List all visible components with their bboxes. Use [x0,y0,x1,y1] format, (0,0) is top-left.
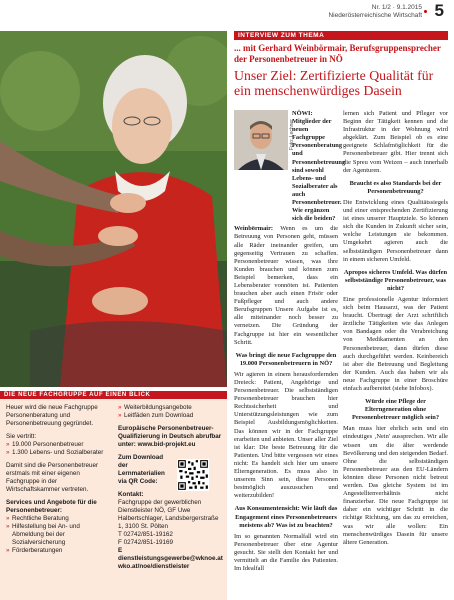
qr-code-icon[interactable] [177,459,209,491]
bullet-dot-icon [424,10,427,13]
answer-paragraph: Im so genannten Normalfall wird ein Personenbetreuer über eine Agentur gesucht. Sie stellt den Kontakt her und vermittelt an die Familie des Patienten. Im Idealfall [234,532,338,573]
feature-photo [0,31,227,387]
question-heading: Aus Konsumentensicht: Wie läuft das Engagement eines Personenbetreuers meistens ab? Was ist zu beachten? [234,505,338,529]
offers-list [118,404,224,420]
download-note: Zum Download der Lernmaterialien via QR Code: [118,454,165,485]
question-heading: Was bringt die neue Fachgruppe den 19.000 Personenbetreuern in NÖ? [235,351,337,367]
list-item: » Förderberatungen [6,547,110,555]
contact-website[interactable]: wko.at/noe/dienstleister [118,563,190,570]
list-item: » Weiterbildungsangebote [118,404,224,412]
members-list [6,441,110,457]
contact-email[interactable]: E dienstleistungsgewerbe@wknoe.at [118,547,223,562]
issue-date: Nr. 1/2 · 9.1.2015 [371,4,422,11]
elderly-woman-illustration [0,31,227,387]
infobox-paragraph: Damit sind die Personenbetreuer erstmals mit einer eigenen Fachgruppe in der Wirtschaftskammer vertreten. [6,462,99,493]
contact-fax: F 02742/851-19169 [118,539,173,546]
page-number: 5 [434,1,444,20]
contact-heading: Kontakt: [118,491,144,498]
contact-address: Fachgruppe der gewerblichen Dienstleister NÖ, GF Uwe Halbertschlager, Landsbergerstraße 1, 3100 St. Pölten [118,499,219,530]
list-item: » Hilfestellung bei An- und Abmeldung bei der Sozialversicherung [6,523,110,547]
intro-question: NÖWI: Mitglieder der neuen Fachgruppe Personenberatung und Personenbetreuung sind sowohl Lebens- und Sozialberater als auch Personenbetreuer. Wie ergänzen sich die beiden? [292,110,346,223]
infobox-left-column [6,404,110,560]
services-list [6,515,110,555]
services-heading: Services und Angebote für die Personenbetreuer: [6,499,97,514]
question-heading: Apropos sicheres Umfeld. Was dürfen selbstständige Personenbetreuer, was nicht? [343,268,448,292]
article-headline: Unser Ziel: Zertifizierte Qualität für ein menschenwürdiges Dasein [234,68,434,98]
list-item: » 1.300 Lebens- und Sozialberater [6,449,110,457]
article-column-2 [343,110,448,549]
article-kicker: ... mit Gerhard Weinbörmair, Berufsgruppensprecher der Personenbetreuer in NÖ [234,43,441,64]
members-heading: Sie vertritt: [6,433,37,440]
issue-meta [328,4,422,20]
answer-paragraph: Wir agieren in einem herausfordernden Dreieck: Patient, Angehörige und Personenbetreuer. Die selbstständigen Personenbetreuer brauchen hier Rechtssicherheit und Unterstützungsleistungen wie zum Beispiel Ausbildungsmöglichkeiten. Das können wir in der Fachgruppe erarbeiten und anbieten. Unser aller Ziel ist klar: Die beste Betreuung für die Patienten. Und bitte vergessen wir eines nicht: Es handelt sich hier um unsere Elterngeneration. Es muss also in unserem Sinn sein, diese Personen bestmöglich auszusuchen und weiterzubilden! [234,370,338,500]
photo-credit: Foto: Lechner [289,119,295,150]
infobox-title: DIE NEUE FACHGRUPPE AUF EINEN BLICK [0,391,227,399]
answer-paragraph: lernen sich Patient und Pfleger vor Beginn der Tätigkeit kennen und die Infrastruktur in der Wohnung wird abgeklärt. Zum Beispiel ob es eine geeignete Schlafmöglichkeit für die Personenbetreuer gibt. Hier trennt sich die Spreu vom Weizen – auch innerhalb der Agenturen. [343,110,448,174]
question-heading: Würde eine Pflege der Elterngeneration ohne Personenbetreuer möglich sein? [351,398,440,422]
list-item: » Leitfäden zum Download [118,412,224,420]
list-item: » Rechtliche Beratung [6,515,110,523]
answer-paragraph: Man muss hier ehrlich sein und ein eindeutiges ‚Nein' aussprechen. Wir alle wissen um die älter werdende Bevölkerung und den steigenden Bedarf. Ohne die selbstständigen Personenbetreuer aus den EU-Ländern könnten diese Personen nicht betreut werden. Das gleiche System ist im Angestelltenverhältnis nicht finanzierbar. Die neue Fachgruppe ist daher ein wichtiger Schritt in die richtige Richtung, um das zu erreichen, was wir alle wollen: Ein menschenwürdiges Dasein für unsere ältere Generation. [343,425,448,546]
qualification-link[interactable]: Europäische Personenbetreuer-Qualifizierung in Deutsch abrufbar unter: www.bid-projekt.eu [118,425,222,448]
section-label: INTERVIEW ZUM THEMA [234,31,448,40]
contact-phone: T 02742/851-19162 [118,531,173,538]
answer-paragraph: Weinbörmair: Wenn es um die Betreuung von Personen geht, müssen alle Räder ineinander greifen, um gegenseitig Vertrauen zu schaffen. Personenbetreuer wissen, was ihre Kunden brauchen und können zum Beispiel bemerken, dass ein Lebensberater vonnöten ist. Patienten brauchen aber auch einen Frisör oder Fußpfleger und auch andere Berufsgruppen Unsere Aufgabe ist es, alle miteinander noch besser zu vernetzen. Die Gründung der Fachgruppe ist hier ein wesentlicher Schritt. [234,225,338,346]
article-column-1 [234,110,346,575]
question-heading: Braucht es also Standards bei der Personenbetreuung? [349,179,442,195]
answer-paragraph: Die Entwicklung eines Qualitätssiegels und einer entsprechenden Zertifizierung ist eines unserer Hauptziele. So können sich die Kunden in Zukunft sicher sein, welche Leistungen sie bekommen. Umgekehrt agieren auch die selbstständigen Personenbetreuer dann in einem sicheren Umfeld. [343,198,448,263]
speaker-name: Weinbörmair: [234,225,274,233]
answer-paragraph: Eine professionelle Agentur informiert sich beim Hausarzt, was der Patient braucht. Übertragt der Arzt schriftlich ärztliche Tätigkeiten wie das Anlegen von Bandagen oder die Verabreichung von Medikamenten an den Personenbetreuer, dann dürfen diese auch durchgeführt werden. Keinbereich ist aber die Betreuung und Begleitung der Kunden. Auch das haben wir als neue Fachgruppe in einer Broschüre einfach aufbereitet (siehe Infobox). [343,295,448,392]
infobox-intro: Heuer wird die neue Fachgruppe Personenberatung und Personenbetreuung gegründet. [6,404,98,427]
page-header [0,0,454,24]
publication-name: Niederösterreichische Wirtschaft [328,12,422,19]
list-item: » 19.000 Personenbetreuer [6,441,110,449]
